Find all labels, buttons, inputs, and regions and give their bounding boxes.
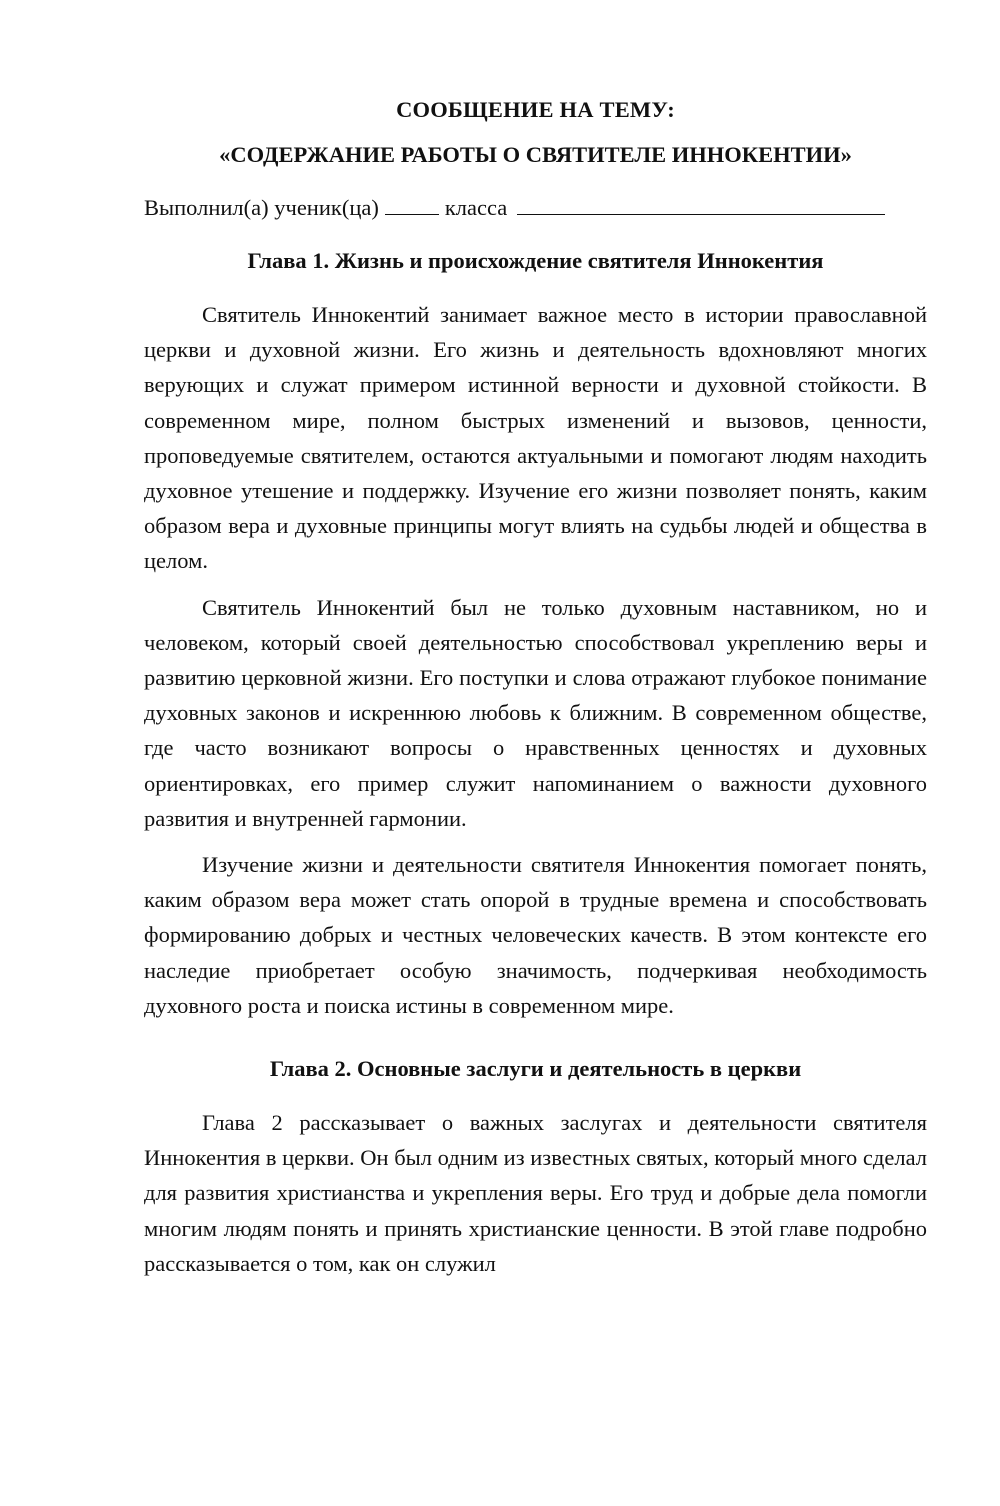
document-page — [0, 92, 1000, 1506]
chapter-2 — [144, 1051, 927, 1281]
chapter-1 — [144, 243, 927, 1023]
document-title: СООБЩЕНИЕ НА ТЕМУ: — [396, 97, 675, 122]
paragraph: Изучение жизни и деятельности святителя Иннокентия помогает понять, каким образом вера может стать опорой в трудные времена и способствовать формированию добрых и честных человеческих качеств. В этом контексте его наследие приобретает особую значимость, подчеркивая необходимость духовного роста и поиска истины в современном мире. — [144, 852, 927, 1018]
name-blank — [517, 194, 885, 215]
chapter-heading: Глава 1. Жизнь и происхождение святителя Иннокентия — [247, 248, 824, 273]
grade-blank — [385, 194, 439, 215]
paragraph: Святитель Иннокентий был не только духовным наставником, но и человеком, который своей деятельностью способствовал укреплению веры и развитию церковной жизни. Его поступки и слова отражают глубокое понимание духовных законов и искреннюю любовь к ближним. В современном обществе, где часто возникают вопросы о нравственных ценностях и духовных ориентировках, его пример служит напоминанием о важности духовного развития и внутренней гармонии. — [144, 594, 927, 831]
paragraph: Святитель Иннокентий занимает важное место в истории православной церкви и духовной жизни. Его жизнь и деятельность вдохновляют многих верующих и служат примером истинной верности и духовной стойкости. В современном мире, полном быстрых изменений и вызовов, ценности, проповедуемые святителем, остаются актуальными и помогают людям находить духовное утешение и поддержку. Изучение его жизни позволяет понять, каким образом вера и духовные принципы могут влиять на судьбы людей и общества в целом. — [144, 302, 927, 574]
author-line — [144, 190, 927, 225]
paragraph: Глава 2 рассказывает о важных заслугах и деятельности святителя Иннокентия в церкви. Он был одним из известных святых, который много сделал для развития христианства и укрепления веры. Его труд и добрые дела помогли многим людям понять и принять христианские ценности. В этой главе подробно рассказывается о том, как он служил — [144, 1110, 927, 1276]
author-prefix: Выполнил(а) ученик(ца) — [144, 195, 379, 220]
class-label: класса — [444, 195, 508, 220]
document-subtitle: «СОДЕРЖАНИЕ РАБОТЫ О СВЯТИТЕЛЕ ИННОКЕНТИИ» — [219, 142, 852, 167]
chapter-heading: Глава 2. Основные заслуги и деятельность в церкви — [269, 1056, 802, 1082]
